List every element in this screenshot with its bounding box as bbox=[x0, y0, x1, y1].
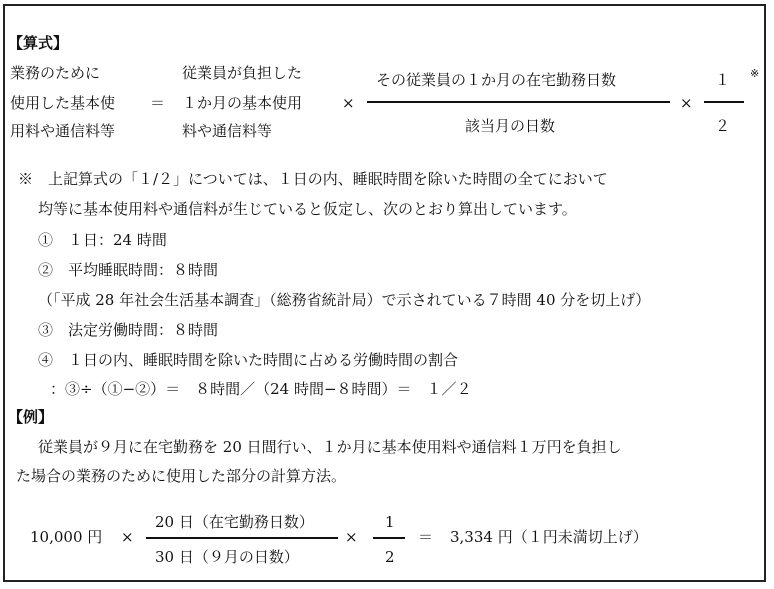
right-term-line-2: １か月の基本使用 bbox=[182, 94, 303, 112]
example-times-1: × bbox=[121, 528, 134, 546]
example-heading: 【例】 bbox=[8, 408, 54, 426]
example-fraction2-bar bbox=[373, 537, 405, 539]
example-equals: ＝ bbox=[418, 528, 434, 546]
note-line-2: 均等に基本使用料や通信料が生じていると仮定し、次のとおり算出しています。 bbox=[38, 200, 577, 218]
note-item-2-source: （「平成 28 年社会生活基本調査」（総務省統計局）で示されている７時間 40 分を切上げ） bbox=[38, 291, 651, 309]
example-fraction1-denominator: 30 日（９月の日数） bbox=[155, 548, 299, 566]
fraction2-numerator: １ bbox=[715, 71, 731, 89]
example-times-2: × bbox=[345, 528, 358, 546]
fraction2-denominator: ２ bbox=[715, 117, 731, 135]
formula-times-1: × bbox=[342, 94, 355, 112]
fraction1-numerator: その従業員の１か月の在宅勤務日数 bbox=[376, 71, 617, 89]
right-term-line-1: 従業員が負担した bbox=[182, 64, 303, 82]
note-item-3: ③ 法定労働時間：８時間 bbox=[38, 321, 219, 339]
note-mark: ※ bbox=[750, 67, 760, 80]
note-item-2: ② 平均睡眠時間：８時間 bbox=[38, 261, 219, 279]
example-fraction1-bar bbox=[146, 537, 338, 539]
fraction1-denominator: 該当月の日数 bbox=[465, 117, 556, 135]
fraction1-bar bbox=[367, 101, 670, 103]
formula-equals: ＝ bbox=[150, 94, 166, 112]
example-fraction2-denominator: 2 bbox=[385, 548, 395, 566]
note-item-1: ① １日：24 時間 bbox=[38, 231, 167, 249]
example-line-2: た場合の業務のために使用した部分の計算方法。 bbox=[16, 467, 347, 485]
example-amount: 10,000 円 bbox=[30, 528, 103, 546]
formula-times-2: × bbox=[680, 94, 693, 112]
example-fraction1-numerator: 20 日（在宅勤務日数） bbox=[155, 513, 314, 531]
right-term-line-3: 料や通信料等 bbox=[182, 122, 273, 140]
note-line-1: ※ 上記算式の「１/２」については、１日の内、睡眠時間を除いた時間の全てにおいて bbox=[18, 170, 608, 188]
note-item-4-calc: ：③÷（①−②）＝ ８時間／（24 時間−８時間）＝ １／２ bbox=[50, 380, 472, 398]
left-term-line-2: 使用した基本使 bbox=[10, 94, 116, 112]
left-term-line-3: 用料や通信料等 bbox=[10, 122, 116, 140]
example-line-1: 従業員が９月に在宅勤務を 20 日間行い、１か月に基本使用料や通信料１万円を負担し bbox=[38, 438, 622, 456]
formula-heading: 【算式】 bbox=[8, 34, 69, 52]
example-result: 3,334 円（１円未満切上げ） bbox=[450, 528, 648, 546]
note-item-4: ④ １日の内、睡眠時間を除いた時間に占める労働時間の割合 bbox=[38, 351, 459, 369]
example-fraction2-numerator: 1 bbox=[385, 513, 395, 531]
left-term-line-1: 業務のために bbox=[10, 64, 101, 82]
fraction2-bar bbox=[704, 101, 744, 103]
